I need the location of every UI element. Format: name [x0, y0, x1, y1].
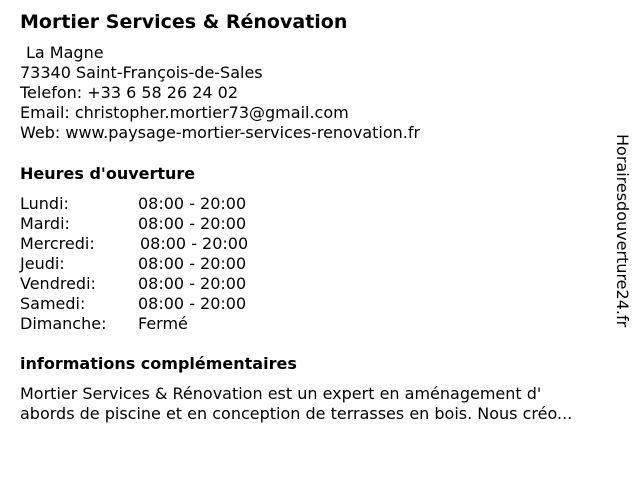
site-watermark: Horairesdouverture24.fr: [613, 134, 632, 328]
day-time: 08:00 - 20:00: [138, 294, 247, 313]
opening-hours-table: [20, 194, 280, 334]
hours-row-friday: [20, 274, 280, 294]
day-label: Lundi:: [20, 194, 69, 213]
day-label: Mardi:: [20, 214, 70, 233]
hours-row-monday: [20, 194, 280, 214]
email-line[interactable]: Email: christopher.mortier73@gmail.com: [20, 103, 349, 122]
day-label: Mercredi:: [20, 234, 95, 253]
address-line-city: 73340 Saint-François-de-Sales: [20, 63, 263, 82]
hours-row-tuesday: [20, 214, 280, 234]
info-heading: informations complémentaires: [20, 354, 297, 373]
business-contact: [20, 43, 420, 143]
phone-line[interactable]: Telefon: +33 6 58 26 24 02: [20, 83, 239, 102]
hours-row-sunday: [20, 314, 280, 334]
description-line: Mortier Services & Rénovation est un expert en aménagement d': [20, 384, 542, 403]
hours-row-saturday: [20, 294, 280, 314]
day-label: Samedi:: [20, 294, 86, 313]
hours-row-wednesday: [20, 234, 280, 254]
day-time: 08:00 - 20:00: [138, 194, 247, 213]
day-time: 08:00 - 20:00: [140, 234, 249, 253]
day-time: 08:00 - 20:00: [138, 274, 247, 293]
address-line-street: La Magne: [26, 43, 104, 62]
day-label: Vendredi:: [20, 274, 96, 293]
web-line[interactable]: Web: www.paysage-mortier-services-renovation.fr: [20, 123, 421, 142]
description-line: abords de piscine et en conception de terrasses en bois. Nous créo...: [20, 404, 573, 423]
business-description: [20, 384, 620, 424]
day-time: Fermé: [138, 314, 188, 333]
day-label: Jeudi:: [20, 254, 65, 273]
hours-row-thursday: [20, 254, 280, 274]
day-label: Dimanche:: [20, 314, 107, 333]
business-title: Mortier Services & Rénovation: [20, 11, 348, 33]
day-time: 08:00 - 20:00: [138, 214, 247, 233]
day-time: 08:00 - 20:00: [138, 254, 247, 273]
hours-heading: Heures d'ouverture: [20, 164, 196, 183]
